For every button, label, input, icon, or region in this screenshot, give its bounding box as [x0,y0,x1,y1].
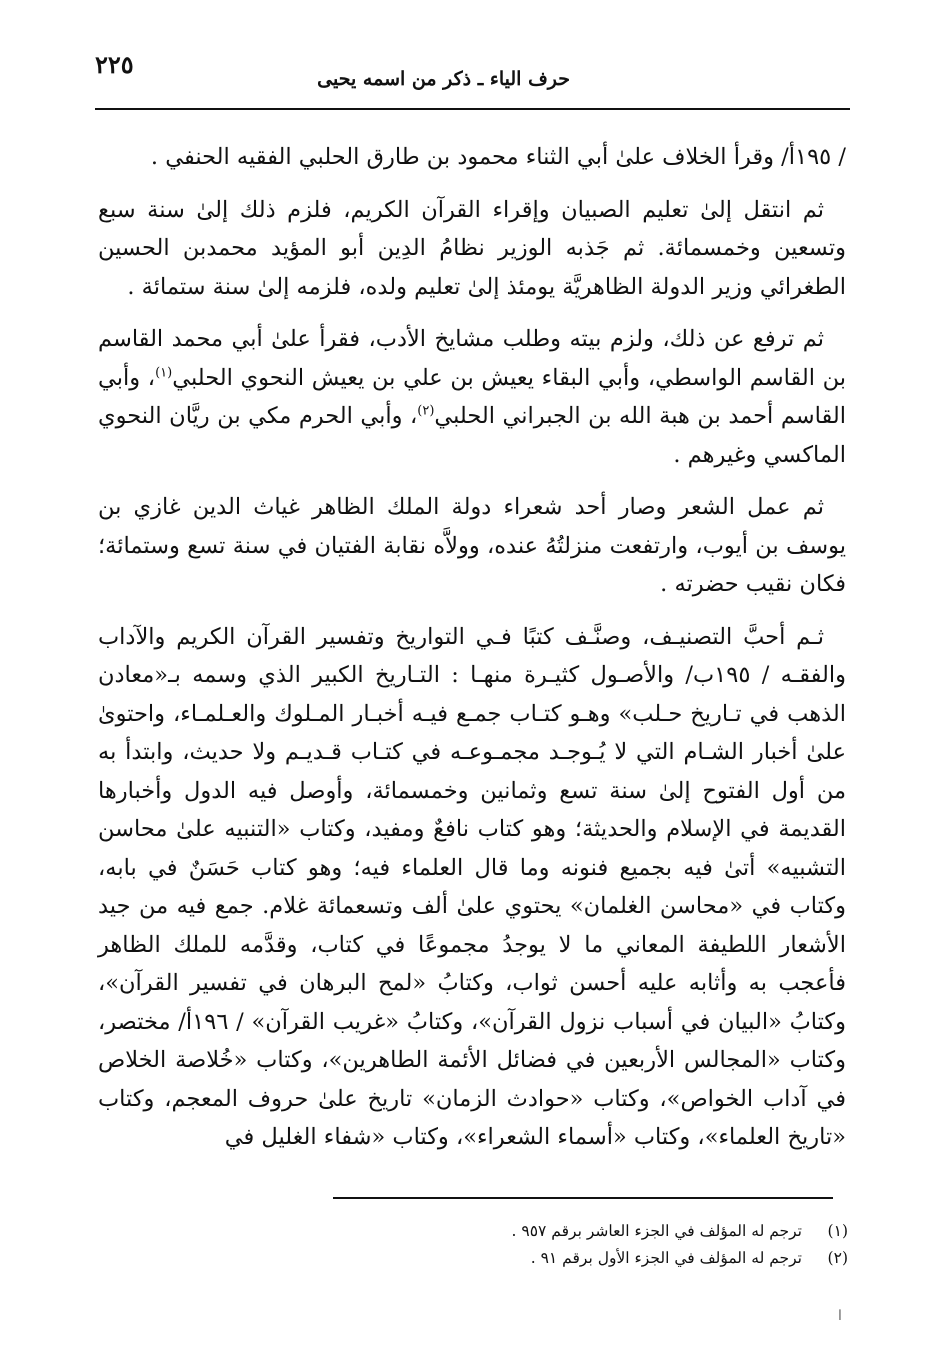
paragraph: ثم انتقل إلىٰ تعليم الصبيان وإقراء القرآن الكريم، فلزم ذلك إلىٰ سنة سبع وتسعين وخمسمائة. ثم جَذبه الوزير نظامُ الدِين أبو المؤيد محمدبن الحسين الطغرائي وزير الدولة الظاهريَّة يومئذ إلىٰ تعليم ولده، فلزمه إلىٰ سنة ستمائة . [98,196,846,300]
paragraph-text: ثم ترفع عن ذلك، ولزم بيته وطلب مشايخ الأدب، فقرأ علىٰ أبي محمد القاسم بن القاسم الواسطي، وأبي البقاء يعيش بن علي بن يعيش النحوي الحلبي [98,326,847,391]
paragraph-text: ، وأبي القاسم أحمد بن هبة الله بن الجبراني الحلبي [98,364,846,429]
footnote-divider [333,1197,833,1199]
margin-mark: ا [838,1308,842,1324]
footnote [248,1245,848,1272]
footnotes [248,1218,848,1272]
footnote-number: (٢) [827,1249,848,1267]
running-header [95,50,850,110]
main-text [98,138,846,1171]
paragraph: / ١٩٥أ/ وقرأ الخلاف علىٰ أبي الثناء محمود بن طارق الحلبي الفقيه الحنفي . [150,144,846,170]
footnote-text: ترجم له المؤلف في الجزء العاشر برقم ٩٥٧ . [511,1222,802,1240]
footnote-reference: (١) [155,365,173,380]
paragraph-text: ، وأبي الحرم مكي بن ريَّان النحوي الماكسي وغيرهم . [98,403,846,468]
footnote [248,1218,848,1245]
running-title: حرف الياء ـ ذكر من اسمه يحيى [317,68,570,90]
paragraph: ثم عمل الشعر وصار أحد شعراء دولة الملك الظاهر غياث الدين غازي بن يوسف بن أيوب، وارتفعت منزلتُهُ عنده، وولاَّه نقابة الفتيان في سنة تسع وستمائة؛ فكان نقيب حضرته . [98,494,846,597]
paragraph [98,320,846,474]
page-number: ٢٢٥ [95,50,134,79]
footnote-reference: (٢) [417,403,435,419]
paragraph: ثـم أحبَّ التصنيـف، وصنَّـف كتبًا فـي التواريخ وتفسير القرآن الكريم والآداب والفقـه / ١٩٥ب/ والأصـول كثيـرة منهـا : التـاريخ الكبير الذي وسمه بـ«معادن الذهب في تـاريخ حـلب» وهـو كتـاب جمـع فيـه أخبـار المـلوك والعـلمـاء، واحتوىٰ علىٰ أخبار الشـام التي لا يُـوجـد مجمـوعـه في كتـاب قـديـم ولا حديث، وابتدأ به من أول الفتوح إلىٰ سنة تسع وثمانين وخمسمائة، وأوصل فيه الدول وأخبارها القديمة في الإسلام والحديثة؛ وهو كتاب نافعٌ ومفيد، وكتاب «التنبيه علىٰ محاسن التشبيه» أتىٰ فيه بجميع فنونه وما قال العلماء فيه؛ وهو كتاب حَسَنٌ في بابه، وكتاب في «محاسن الغلمان» يحتوي علىٰ ألف وتسعمائة غلام. جمع فيه من جيد الأشعار اللطيفة المعاني ما لا يوجدُ مجموعًا في كتاب، وقدَّمه للملك الظاهر فأعجب به وأثابه عليه أحسن ثواب، وكتابُ «لمح البرهان في تفسير القرآن»، وكتابُ «البيان في أسباب نزول القرآن»، وكتابُ «غريب القرآن» / ١٩٦أ/ مختصر، وكتاب «المجالس الأربعين في فضائل الأئمة الطاهرين»، وكتاب «خُلاصة الخلاص في آداب الخواص»، وكتاب «حوادث الزمان» تاريخ علىٰ حروف المعجم، وكتاب «تاريخ العلماء»، وكتاب «أسماء الشعراء»، وكتاب «شفاء الغليل في [98,623,846,1150]
footnote-text: ترجم له المؤلف في الجزء الأول برقم ٩١ . [530,1249,802,1267]
footnote-number: (١) [827,1222,848,1240]
